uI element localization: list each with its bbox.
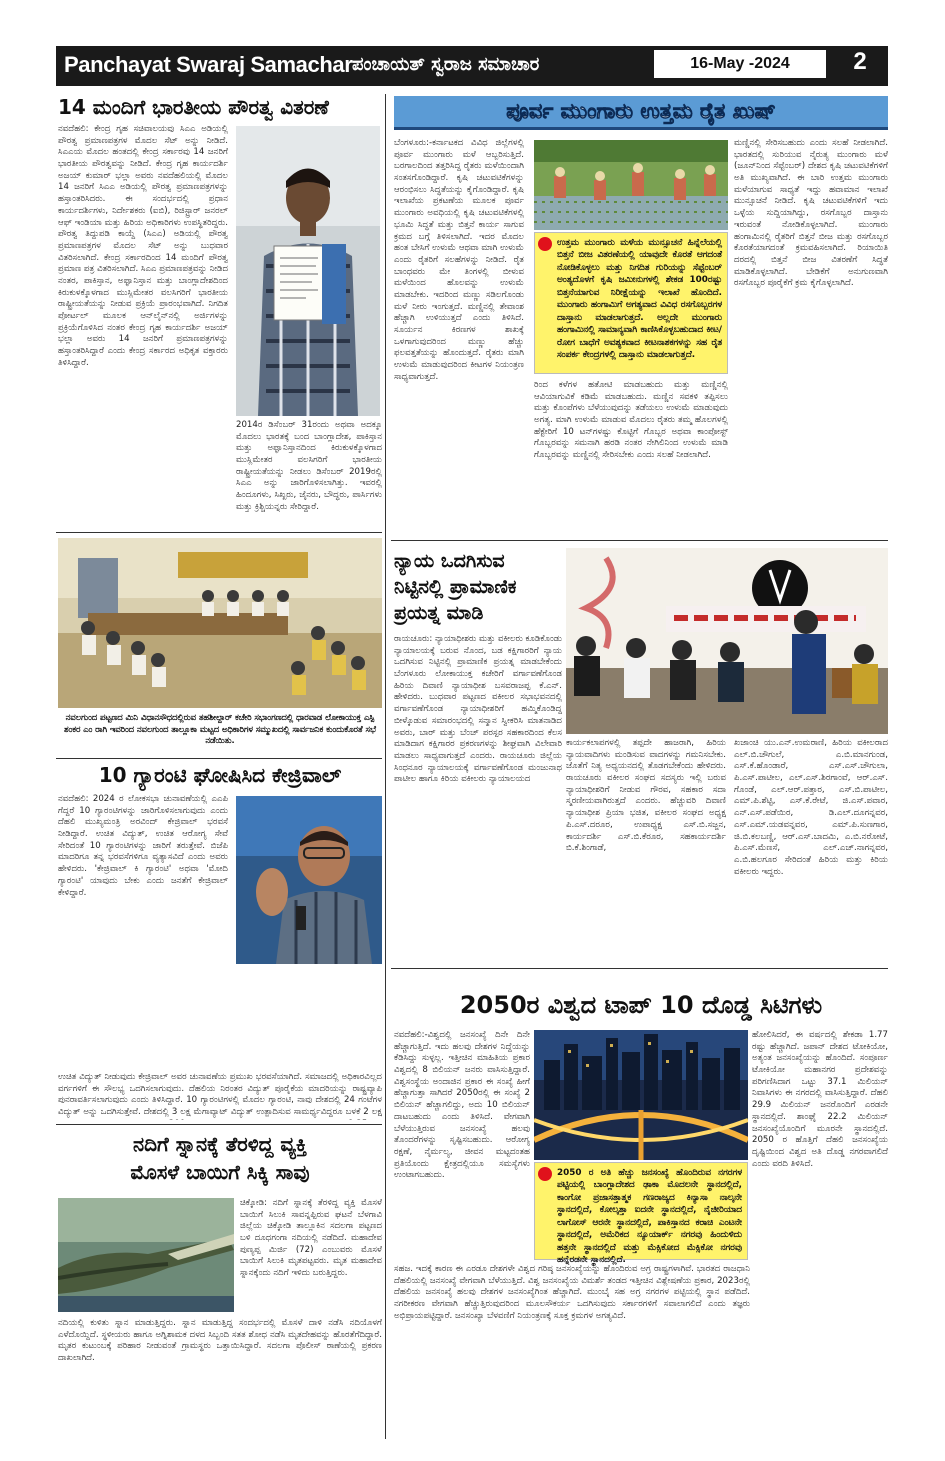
masthead-title-kannada: ಪಂಚಾಯತ್ ಸ್ವರಾಜ ಸಮಾಚಾರ — [352, 54, 540, 75]
section-divider — [56, 532, 382, 533]
kejriwal-body: ನವದೆಹಲಿ: 2024 ರ ಲೋಕಸಭಾ ಚುನಾವಣೆಯಲ್ಲಿ ಎಎಪಿ ಗೆದ್ದರೆ 10 ಗ್ಯಾರಂಟಿಗಳನ್ನು ಜಾರಿಗೊಳಿಸಲಾಗುವುದು ಎಂದು ದೆಹಲಿ ಮುಖ್ಯಮಂತ್ರಿ ಅರವಿಂದ್ ಕೇಜ್ರಿವಾಲ್ ಭರವಸೆ ನೀಡಿದ್ದಾರೆ. ಉಚಿತ ವಿದ್ಯುತ್, ಉಚಿತ ಆರೋಗ್ಯ ಸೇವೆ ಸೇರಿದಂತೆ 10 ಗ್ಯಾರಂಟಿಗಳನ್ನು ಜಾರಿಗೆ ತರುತ್ತೇವೆ. ಬಿಜೆಪಿ ಮಾದರಿಗೂ ತನ್ನ ಭರವಸೆಗಳಿಗೂ ವ್ಯತ್ಯಾಸವಿದೆ ಎಂದು ಅವರು ಹೇಳಿದರು. 'ಕೇಜ್ರಿವಾಲ್ ಕಿ ಗ್ಯಾರಂಟಿ' ಅಥವಾ 'ಮೋದಿ ಗ್ಯಾರಂಟಿ' ಯಾವುದು ಬೇಕು ಎಂದು ಜನತೆಗೆ ಕೇಜ್ರಿವಾಲ್ ಕೇಳಿದ್ದಾರೆ. — [58, 794, 228, 898]
section-divider — [391, 968, 888, 969]
page-number: 2 — [853, 48, 867, 75]
monsoon-banner — [394, 96, 888, 130]
monsoon-column-3: ಮಣ್ಣಿನಲ್ಲಿ ಸೇರಿಸಬಹುದು ಎಂದು ಸಲಹೆ ನೀಡಲಾಗಿದೆ. ಭಾರತದಲ್ಲಿ ಸುರಿಯುವ ನೈರುತ್ಯ ಮುಂಗಾರು ಮಳೆ (ಜೂನ್‌ನಿಂದ ಸೆಪ್ಟೆಂಬರ್) ದೇಶದ ಕೃಷಿ ಚಟುವಟಿಕೆಗಳಿಗೆ ಅತಿ ಮುಖ್ಯವಾಗಿದೆ. ಈ ಬಾರಿ ಉತ್ತಮ ಮುಂಗಾರು ಮಳೆಯಾಗುವ ಸಾಧ್ಯತೆ ಇದ್ದು ಹವಾಮಾನ ಇಲಾಖೆ ಮುನ್ಸೂಚನೆ ನೀಡಿದೆ. ಕೃಷಿ ಚಟುವಟಿಕೆಗಳಿಗೆ ಇದು ಒಳ್ಳೆಯ ಸುದ್ದಿಯಾಗಿದ್ದು, ರಸಗೊಬ್ಬರ ದಾಸ್ತಾನು ಇರುವಂತೆ ನೋಡಿಕೊಳ್ಳಲಾಗಿದೆ. ಮುಂಗಾರು ಹಂಗಾಮಿನಲ್ಲಿ ರೈತರಿಗೆ ಬಿತ್ತನೆ ಬೀಜ ಮತ್ತು ರಸಗೊಬ್ಬರ ಕೊರತೆಯಾಗದಂತೆ ಕ್ರಮವಹಿಸಲಾಗಿದೆ. ರಿಯಾಯಿತಿ ದರದಲ್ಲಿ ಬಿತ್ತನೆ ಬೀಜ ವಿತರಣೆಗೆ ಸಿದ್ಧತೆ ಮಾಡಿಕೊಳ್ಳಲಾಗಿದೆ. ಬೇಡಿಕೆಗೆ ಅನುಗುಣವಾಗಿ ರಸಗೊಬ್ಬರ ಪೂರೈಕೆಗೆ ಕ್ರಮ ಕೈಗೊಳ್ಳಲಾಗಿದೆ. — [734, 138, 888, 289]
citizenship-body-continued: 2014ರ ಡಿಸೆಂಬರ್ 31ರಂದು ಅಥವಾ ಅದಕ್ಕೂ ಮೊದಲು ಭಾರತಕ್ಕೆ ಬಂದ ಬಾಂಗ್ಲಾದೇಶ, ಪಾಕಿಸ್ತಾನ ಮತ್ತು ಅಫ್ಘಾನಿಸ್ತಾನದಿಂದ ಕಿರುಕುಳಕ್ಕೊಳಗಾದ ಮುಸ್ಲಿಮೇತರ ವಲಸಿಗರಿಗೆ ಭಾರತೀಯ ರಾಷ್ಟ್ರೀಯತೆಯನ್ನು ನೀಡಲು ಡಿಸೆಂಬರ್ 2019ರಲ್ಲಿ ಸಿಎಎ ಅನ್ನು ಜಾರಿಗೊಳಿಸಲಾಗಿತ್ತು. ಇವರಲ್ಲಿ ಹಿಂದೂಗಳು, ಸಿಖ್ಖರು, ಜೈನರು, ಬೌದ್ಧರು, ಪಾರ್ಸಿಗಳು ಮತ್ತು ಕ್ರಿಶ್ಚಿಯನ್ನರು ಸೇರಿದ್ದಾರೆ. — [236, 420, 382, 512]
crocodile-body-continued: ನದಿಯಲ್ಲಿ ಕುಳಿತು ಸ್ನಾನ ಮಾಡುತ್ತಿದ್ದರು. ಸ್ನಾನ ಮಾಡುತ್ತಿದ್ದ ಸಂದರ್ಭದಲ್ಲಿ ಮೊಸಳೆ ದಾಳಿ ನಡೆಸಿ ನದಿಯೊಳಗೆ ಎಳೆದೊಯ್ದಿದೆ. ಸ್ಥಳೀಯರು ಹಾಗೂ ಅಗ್ನಿಶಾಮಕ ದಳದ ಸಿಬ್ಬಂದಿ ಸತತ ಶೋಧ ನಡೆಸಿ ಮೃತದೇಹವನ್ನು ಹೊರತೆಗೆದಿದ್ದಾರೆ. ಮೃತರ ಕುಟುಂಬಕ್ಕೆ ಪರಿಹಾರ ನೀಡುವಂತೆ ಗ್ರಾಮಸ್ಥರು ಒತ್ತಾಯಿಸಿದ್ದಾರೆ. ಸದಲಗಾ ಪೊಲೀಸ್ ಠಾಣೆಯಲ್ಲಿ ಪ್ರಕರಣ ದಾಖಲಾಗಿದೆ. — [58, 1318, 382, 1364]
justice-column-3: ಖಜಾಂಚಿ ಯು.ಎನ್.ಉಮರಾಣಿ, ಹಿರಿಯ ವಕೀಲರಾದ ಎಲ್.ಬಿ.ಚೌಗುಲೆ, ಎ.ಬಿ.ಮಾನಗುಂಡ, ಎಸ್.ಕೆ.ಹೊಂಡಾರೆ, ಎಸ್.ಎಸ್.ಚೌಗುಲಾ, ಪಿ.ಎಸ್.ಪಾಟೀಲ, ಎಲ್.ಎಸ್.ಶಿರಗಾಂವೆ, ಆರ್.ಎಸ್. ಗೊಂಡೆ, ಎಲ್.ಆರ್.ಪತ್ತಾರ, ಎಸ್.ಬಿ.ಪಾಟೀಲ, ಎಮ್.ಪಿ.ಶೆಟ್ಟಿ, ಎಸ್.ಕೆ.ರೇಟೆ, ಜಿ.ಎಸ್.ಪವಾರ, ಎನ್.ಎಸ್.ಪಡೆಯಿರ, ಡಿ.ಎಲ್.ದೂಗನ್ನವರ, ಎಸ್.ಎಮ್.ಯಡವನ್ನವರ, ಎಮ್.ಪಿ.ಸುಣಗಾರ, ಜಿ.ಬಿ.ಕಲಬಣ್ಣಿ, ಆರ್.ಎಸ್.ಬಾದಮಿ, ಎ.ಬಿ.ನರೋಟೆ, ಪಿ.ಎಸ್.ಮೆಣಸೆ, ಎಲ್.ಎಚ್.ನಾಗನ್ನವರ, ಎ.ಬಿ.ಹಲಗೂರ ಸೇರಿದಂತೆ ಹಿರಿಯ ಮತ್ತು ಕಿರಿಯ ವಕೀಲರು ಇದ್ದರು. — [734, 738, 888, 877]
column-divider — [385, 94, 386, 1439]
cities-callout — [534, 1162, 748, 1266]
masthead-title: Panchayat Swaraj Samachar — [64, 52, 353, 77]
cities-callout-text: 2050 ರ ಅತಿ ಹೆಚ್ಚು ಜನಸಂಖ್ಯೆ ಹೊಂದಿರುವ ನಗರಗಳ ಪಟ್ಟಿಯಲ್ಲಿ ಬಾಂಗ್ಲಾದೇಶದ ಢಾಕಾ ಮೊದಲನೇ ಸ್ಥಾನದಲ್ಲಿದೆ, ಕಾಂಗೋ ಪ್ರಜಾಸತ್ತಾತ್ಮಕ ಗಣರಾಜ್ಯದ ಕಿನ್ಯಾಸಾ ನಾಲ್ಕನೇ ಸ್ಥಾನದಲ್ಲಿದೆ, ಕೋಲ್ಕತ್ತಾ ಐದನೇ ಸ್ಥಾನದಲ್ಲಿದೆ, ನೈಜೀರಿಯಾದ ಲಾಗೋಸ್ ಆರನೇ ಸ್ಥಾನದಲ್ಲಿದೆ, ಪಾಕಿಸ್ತಾನದ ಕರಾಚಿ ಎಂಟನೇ ಸ್ಥಾನದಲ್ಲಿದೆ, ಅಮೆರಿಕದ ನ್ಯೂಯಾರ್ಕ್ ನಗರವು ಹಿಂದುಳಿದು ಹತ್ತನೇ ಸ್ಥಾನದಲ್ಲಿದೆ ಮತ್ತು ಮೆಕ್ಸಿಕೋದ ಮೆಕ್ಸಿಕೋ ನಗರವು ಹನ್ನೆರಡನೇ ಸ್ಥಾನದಲ್ಲಿದೆ. — [557, 1168, 742, 1266]
justice-headline — [394, 548, 564, 626]
city-skyline-photo — [534, 1030, 748, 1160]
section-divider — [56, 758, 382, 759]
monsoon-column-1: ಬೆಂಗಳೂರು:-ಕರ್ನಾಟಕದ ವಿವಿಧ ಜಿಲ್ಲೆಗಳಲ್ಲಿ ಪೂರ್ವ ಮುಂಗಾರು ಮಳೆ ಆಬ್ಬರಿಸುತ್ತಿದೆ. ಬರಗಾಲದಿಂದ ತತ್ತರಿಸಿದ್ದ ರೈತರು ಮಳೆಯಿಂದಾಗಿ ಸಂತಸಗೊಂಡಿದ್ದಾರೆ. ಕೃಷಿ ಚಟುವಟಿಕೆಗಳನ್ನು ಆರಂಭಿಸಲು ಸಿದ್ಧತೆಯನ್ನು ಕೈಗೊಂಡಿದ್ದಾರೆ. ಕೃಷಿ ಇಲಾಖೆಯ ಪ್ರಕಟಣೆಯ ಮೂಲಕ ಪೂರ್ವ ಮುಂಗಾರು ಅವಧಿಯಲ್ಲಿ ಕೃಷಿ ಚಟುವಟಿಕೆಗಳಲ್ಲಿ ಭೂಮಿ ಸಿದ್ಧತೆ ಮತ್ತು ಬಿತ್ತನೆ ಕಾರ್ಯ ಸಾಗುವ ಕ್ರಮದ ಬಗ್ಗೆ ತಿಳಿಸಲಾಗಿದೆ. ಇದರ ಮೊದಲ ಹಂತ ಬೇಸಿಗೆ ಉಳುಮೆ ಆಥವಾ ಮಾಗಿ ಉಳುಮೆ ಎಂದು ರೈತರಿಗೆ ಸಲಹೆಗಳನ್ನು ನೀಡಿದೆ. ರೈತ ಬಾಂಧವರು ಮೇ ತಿಂಗಳಲ್ಲಿ ಬೀಳುವ ಮಳೆಯಿಂದ ಹೊಲವನ್ನು ಉಳುಮೆ ಮಾಡಬೇಕು. ಇದರಿಂದ ಮಣ್ಣು ಸಡಿಲಗೊಂಡು ಮಳೆ ನೀರು ಇಂಗುತ್ತದೆ. ಮಣ್ಣಿನಲ್ಲಿ ತೇವಾಂಶ ಹೆಚ್ಚಾಗಿ ಉಳಿಯುತ್ತದೆ ಎಂದು ತಿಳಿಸಿದೆ. ಸೂರ್ಯನ ಕಿರಣಗಳ ಶಾಖಕ್ಕೆ ಒಳಗಾಗುವುದರಿಂದ ಮಣ್ಣು ಹೆಚ್ಚು ಫಲವತ್ತತೆಯನ್ನು ಹೊಂದುತ್ತದೆ. ರೈತರು ಮಾಗಿ ಉಳುಮೆ ಮಾಡುವುದರಿಂದ ಕೀಟಗಳ ನಿಯಂತ್ರಣ ಸಾಧ್ಯವಾಗುತ್ತದೆ. — [394, 138, 524, 382]
crocodile-photo — [58, 1198, 234, 1312]
bullet-icon — [538, 237, 552, 251]
justice-headline-line1: ನ್ಯಾಯ ಒದಗಿಸುವ — [394, 550, 505, 572]
monsoon-callout — [534, 232, 728, 374]
citizenship-paragraph: ನಿಗದಿತ ಪೋರ್ಟಲ್ ಮೂಲಕ ಆನ್‌ಲೈನ್‌ನಲ್ಲಿ ಅರ್ಜಿಗಳನ್ನು ಪ್ರಕ್ರಿಯೆಗೊಳಿಸಿದ ನಂತರ ಕೇಂದ್ರ ಗೃಹ ಕಾರ್ಯದರ್ಶಿ ಅಜಯ್ ಭಲ್ಲಾ ಅವರು 14 ಜನರಿಗೆ ಪ್ರಮಾಣಪತ್ರಗಳನ್ನು ಹಸ್ತಾಂತರಿಸಿದ್ದಾರೆ ಎಂದು ಕೇಂದ್ರ ಸರ್ಕಾರದ ಅಧಿಕೃತ ವಕ್ತಾರರು ತಿಳಿಸಿದ್ದಾರೆ. — [58, 299, 228, 368]
crocodile-headline — [58, 1130, 382, 1186]
citizenship-paragraph: ನವದೆಹಲಿ: ಕೇಂದ್ರ ಗೃಹ ಸಚಿವಾಲಯವು ಸಿಎಎ ಅಡಿಯಲ್ಲಿ ಪೌರತ್ವ ಪ್ರಮಾಣಪತ್ರಗಳ ಮೊದಲ ಸೆಟ್ ಅನ್ನು ನೀಡಿದೆ. ಸಿಎಎಯ ಮೊದಲ ಹಂತದಲ್ಲಿ ಕೇಂದ್ರ ಸರ್ಕಾರವು 14 ಜನರಿಗೆ ಭಾರತೀಯ ಪೌರತ್ವವನ್ನು ನೀಡಿದೆ. ಕೇಂದ್ರ ಗೃಹ ಕಾರ್ಯದರ್ಶಿ ಅಜಯ್ ಕುಮಾರ್ ಭಲ್ಲಾ ಅವರು ನವದೆಹಲಿಯಲ್ಲಿ ಮೊದಲ 14 ಜನರಿಗೆ ಸಿಎಎ ಅಡಿಯಲ್ಲಿ ಪೌರತ್ವ ಪ್ರಮಾಣಪತ್ರಗಳನ್ನು ಹಸ್ತಾಂತರಿಸಿದರು. ಈ ಸಂದರ್ಭದಲ್ಲಿ ಪ್ರಧಾನ ಕಾರ್ಯದರ್ಶಿಗಳು, ನಿರ್ದೇಶಕರು (ಐಬಿ), ರಿಜಿಸ್ಟ್ರಾರ್ ಜನರಲ್ ಆಫ್ ಇಂಡಿಯಾ ಮತ್ತು ಹಿರಿಯ ಅಧಿಕಾರಿಗಳು ಉಪಸ್ಥಿತರಿದ್ದರು. ಪೌರತ್ವ ತಿದ್ದುಪಡಿ ಕಾಯ್ದೆ (ಸಿಎಎ) ಅಡಿಯಲ್ಲಿ ಪೌರತ್ವ ಪ್ರಮಾಣಪತ್ರಗಳ ಮೊದಲ ಸೆಟ್ ಅನ್ನು ಬುಧವಾರ ವಿತರಿಸಲಾಗಿದೆ. ಕೇಂದ್ರ ಸರ್ಕಾರದಿಂದ 14 ಮಂದಿಗೆ ಪೌರತ್ವ ಪ್ರಮಾಣ ಪತ್ರ ವಿತರಿಸಲಾಗಿದೆ. ಸಿಎಎ ಪ್ರಮಾಣಪತ್ರವನ್ನು ನೀಡಿದ ನಂತರ, ಪಾಕಿಸ್ತಾನ, ಅಫ್ಘಾನಿಸ್ತಾನ ಮತ್ತು ಬಾಂಗ್ಲಾದೇಶದಿಂದ ಕಿರುಕುಳಕ್ಕೊಳಗಾದ ಮುಸ್ಲಿಮೇತರ ವಲಸಿಗರಿಗೆ ಭಾರತೀಯ ರಾಷ್ಟ್ರೀಯತೆಯನ್ನು ನೀಡುವ ಪ್ರಕ್ರಿಯೆ ಪ್ರಾರಂಭವಾಗಿದೆ. — [58, 124, 228, 310]
section-divider — [391, 540, 888, 541]
crocodile-body: ಚಿಕ್ಕೋಡಿ: ನದಿಗೆ ಸ್ನಾನಕ್ಕೆ ತೆರಳಿದ್ದ ವ್ಯಕ್ತಿ ಮೊಸಳೆ ಬಾಯಿಗೆ ಸಿಲುಕಿ ಸಾವನ್ನಪ್ಪಿರುವ ಘಟನೆ ಬೆಳಗಾವಿ ಜಿಲ್ಲೆಯ ಚಿಕ್ಕೋಡಿ ತಾಲ್ಲೂಕಿನ ಸದಲಗಾ ಪಟ್ಟಣದ ಬಳಿ ದೂಧಗಂಗಾ ನದಿಯಲ್ಲಿ ನಡೆದಿದೆ. ಮಹಾದೇವ ಪುಣ್ಯಪ್ಪ ಮಿರ್ಜಿ (72) ಎಂಬುವರು ಮೊಸಳೆ ಬಾಯಿಗೆ ಸಿಲುಕಿ ಮೃತಪಟ್ಟವರು. ಮೃತ ಮಹಾದೇವ ಸ್ನಾನಕ್ಕೆಂದು ನದಿಗೆ ಇಳಿದು ಬರುತ್ತಿದ್ದರು. — [240, 1198, 382, 1279]
citizenship-headline: 14 ಮಂದಿಗೆ ಭಾರತೀಯ ಪೌರತ್ವ ವಿತರಣೆ — [58, 95, 329, 119]
monsoon-column-2: ರಿಂದ ಕಳೆಗಳ ಹತೋಟಿ ಮಾಡಬಹುದು ಮತ್ತು ಮಣ್ಣಿನಲ್ಲಿ ಆವಿಯಾಗುವಿಕೆ ಕಡಿಮೆ ಮಾಡಬಹುದು. ಮಣ್ಣಿನ ಸವಕಳಿ ತಪ್ಪಿಸಲು ಮತ್ತು ಕೊಂಪೆಗಳು ಬೆಳೆಯುವುದನ್ನು ತಡೆಯಲು ಉಳುಮೆ ಮಾಡುವುದು ಅಗತ್ಯ. ಮಾಗಿ ಉಳುಮೆ ಮಾಡುವ ಮೊದಲು ರೈತರು ತಮ್ಮ ಹೊಲಗಳಲ್ಲಿ ಹೆಕ್ಟೇರಿಗೆ 10 ಟನ್‌ಗಳಷ್ಟು ಕೊಟ್ಟಿಗೆ ಗೊಬ್ಬರ ಅಥವಾ ಕಾಂಪೋಸ್ಟ್ ಗೊಬ್ಬರವನ್ನು ಸಮನಾಗಿ ಹರಡಿ ನಂತರ ನೇಗಿಲಿನಿಂದ ಉಳುಮೆ ಮಾಡಿ ಗೊಬ್ಬರವನ್ನು ಮಣ್ಣಿನಲ್ಲಿ ಸೇರಿಸಬೇಕು ಎಂದು ಸಲಹೆ ನೀಡಲಾಗಿದೆ. — [534, 380, 728, 461]
monsoon-callout-text: ಉತ್ತಮ ಮುಂಗಾರು ಮಳೆಯ ಮುನ್ಸೂಚನೆ ಹಿನ್ನೆಲೆಯಲ್ಲಿ ಬಿತ್ತನೆ ಬೀಜ ವಿತರಣೆಯಲ್ಲಿ ಯಾವುದೇ ಕೊರತೆ ಆಗದಂತೆ ನೋಡಿಕೊಳ್ಳಲು ಮತ್ತು ನಿಗದಿತ ಗುರಿಯನ್ನು ಸೆಪ್ಟೆಂಬರ್ ಅಂತ್ಯದೊಳಗೆ ಕೃಷಿ ಜಮೀನುಗಳಲ್ಲಿ ಶೇಕಡ 100ರಷ್ಟು ಬಿತ್ತನೆಯಾಗುವ ನಿರೀಕ್ಷೆಯನ್ನು ಇಲಾಖೆ ಹೊಂದಿದೆ. ಮುಂಗಾರು ಹಂಗಾಮಿಗೆ ಅಗತ್ಯವಾದ ವಿವಿಧ ರಸಗೊಬ್ಬರಗಳ ದಾಸ್ತಾನು ಮಾಡಲಾಗುತ್ತದೆ. ಅಲ್ಲದೇ ಮುಂಗಾರು ಹಂಗಾಮಿನಲ್ಲಿ ಸಾಮಾನ್ಯವಾಗಿ ಕಾಣಿಸಿಕೊಳ್ಳಬಹುದಾದ ಕೀಟ/ರೋಗ ಬಾಧೆಗೆ ಅವಶ್ಯಕವಾದ ಕೀಟನಾಶಕಗಳನ್ನು ಸಹ ರೈತ ಸಂಪರ್ಕ ಕೇಂದ್ರಗಳಲ್ಲಿ ದಾಸ್ತಾನು ಮಾಡಲಾಗುತ್ತದೆ. — [557, 238, 722, 361]
citizenship-body — [58, 124, 228, 528]
justice-column-2: ಕಾರ್ಯಕಲಾಪಗಳಲ್ಲಿ ತಪ್ಪದೇ ಹಾಜರಾಗಿ, ಹಿರಿಯ ನ್ಯಾಯವಾದಿಗಳು ಮಂಡಿಸುವ ವಾದಗಳನ್ನು ಗಮನಿಸಬೇಕು. ಜೊತೆಗೆ ನಿತ್ಯ ಅಧ್ಯಯನದಲ್ಲಿ ತೊಡಗಬೇಕೆಂದು ಹೇಳಿದರು. ರಾಯಚೂರು ವಕೀಲರ ಸಂಘದ ಸದಸ್ಯರು ಇಲ್ಲಿ ಬರುವ ನ್ಯಾಯಾಧೀಶರಿಗೆ ನೀಡುವ ಗೌರವ, ಸಹಕಾರ ಸದಾ ಸ್ಮರಣೀಯವಾಗಿರುತ್ತದೆ ಎಂದರು. ಹೆಚ್ಚುವರಿ ದಿವಾಣಿ ನ್ಯಾಯಾಧೀಶ ಪ್ರಿಯಾ ಭಜಿತ, ವಕೀಲರ ಸಂಘದ ಅಧ್ಯಕ್ಷ ಪಿ.ಎಸ್.ದರೂರ, ಉಪಾಧ್ಯಕ್ಷ ಎಸ್.ಬಿ.ಸಜ್ಜನ, ಕಾರ್ಯದರ್ಶಿ ಎಸ್.ಬಿ.ಕೆರೂರ, ಸಹಕಾರ್ಯದರ್ಶಿ ಬಿ.ಕೆ.ಶಿಂಗಾಡೆ, — [566, 738, 726, 854]
issue-date: 16-May -2024 — [654, 50, 826, 78]
cities-column-3: ಹೋಲಿಸಿದರೆ, ಈ ವರ್ಷದಲ್ಲಿ ಶೇಕಡಾ 1.77 ರಷ್ಟು ಹೆಚ್ಚಾಗಿದೆ. ಜಪಾನ್ ದೇಶದ ಟೋಕಿಯೋ, ಅತ್ಯಂತ ಜನಸಂಖ್ಯೆಯನ್ನು ಹೊಂದಿದೆ. ಸಂಪೂರ್ಣ ಟೋಕಿಯೋ ಮಹಾನಗರ ಪ್ರದೇಶವನ್ನು ಪರಿಗಣಿಸಿದಾಗ ಒಟ್ಟು 37.1 ಮಿಲಿಯನ್ ನಿವಾಸಿಗಳು ಈ ನಗರದಲ್ಲಿ ವಾಸಿಸುತ್ತಿದ್ದಾರೆ. ದೆಹಲಿ 29.9 ಮಿಲಿಯನ್ ಜನರೊಂದಿಗೆ ಎರಡನೇ ಸ್ಥಾನದಲ್ಲಿದೆ. ಶಾಂಘೈ 22.2 ಮಿಲಿಯನ್ ಜನಸಂಖ್ಯೆಯೊಂದಿಗೆ ಮೂರನೇ ಸ್ಥಾನದಲ್ಲಿದೆ. 2050 ರ ಹೊತ್ತಿಗೆ ದೆಹಲಿ ಜನಸಂಖ್ಯೆಯ ದೃಷ್ಟಿಯಿಂದ ವಿಶ್ವದ ಅತಿ ದೊಡ್ಡ ನಗರವಾಗಲಿದೆ ಎಂದು ವರದಿ ತಿಳಿಸಿದೆ. — [752, 1030, 888, 1169]
kejriwal-headline: 10 ಗ್ಯಾರಂಟಿ ಘೋಷಿಸಿದ ಕೇಜ್ರಿವಾಲ್ — [98, 763, 342, 787]
kejriwal-body-continued: ಉಚಿತ ವಿದ್ಯುತ್ ನೀಡುವುದು ಕೇಜ್ರಿವಾಲ್ ಅವರ ಚುನಾವಣೆಯ ಪ್ರಮುಖ ಭರವಸೆಯಾಗಿದೆ. ಸಮಾಜದಲ್ಲಿ ಅಧಿಕಾರವಿಲ್ಲದ ವರ್ಗಗಳಿಗೆ ಈ ಸೌಲಭ್ಯ ಒದಗಿಸಲಾಗುವುದು. ದೆಹಲಿಯ ನಿರಂತರ ವಿದ್ಯುತ್ ಪೂರೈಕೆಯ ಮಾದರಿಯನ್ನು ರಾಷ್ಟ್ರವ್ಯಾಪಿ ಪುನರಾವರ್ತಿಸಲಾಗುವುದು ಎಂದು ತಿಳಿಸಿದ್ದಾರೆ. 10 ಗ್ಯಾರಂಟಿಗಳಲ್ಲಿ ಮೊದಲ ಗ್ಯಾರಂಟಿ, ನಾವು ದೇಶದಲ್ಲಿ 24 ಗಂಟೆಗಳ ವಿದ್ಯುತ್ ಅನ್ನು ಒದಗಿಸುತ್ತೇವೆ. ದೇಶದಲ್ಲಿ 3 ಲಕ್ಷ ಮೆಗಾವ್ಯಾಟ್ ವಿದ್ಯುತ್ ಉತ್ಪಾದಿಸುವ ಸಾಮರ್ಥ್ಯವಿದ್ದರೂ ಬಳಕೆ 2 ಲಕ್ಷ — [58, 1072, 382, 1118]
crocodile-headline-line2: ಮೊಸಳೆ ಬಾಯಿಗೆ ಸಿಕ್ಕಿ ಸಾವು — [130, 1160, 310, 1184]
kejriwal-photo — [236, 796, 382, 964]
crocodile-headline-line1: ನದಿಗೆ ಸ್ನಾನಕ್ಕೆ ತೆರಳಿದ್ದ ವ್ಯಕ್ತಿ — [132, 1132, 308, 1156]
justice-headline-line2: ನಿಟ್ಟಿನಲ್ಲಿ ಪ್ರಾಮಾಣಿಕ — [394, 576, 517, 598]
section-divider — [56, 1124, 382, 1125]
meeting-photo — [58, 538, 382, 708]
bullet-icon — [538, 1167, 552, 1181]
monsoon-headline: ಪೂರ್ವ ಮುಂಗಾರು ಉತ್ತಮ ರೈತ ಖುಷ್ — [506, 99, 776, 123]
lawyers-event-photo — [566, 548, 888, 734]
rice-field-photo — [534, 140, 728, 230]
justice-column-1: ರಾಯಚೂರು: ನ್ಯಾಯಾಧೀಶರು ಮತ್ತು ವಕೀಲರು ಕೂಡಿಕೊಂಡು ನ್ಯಾಯಾಲಯಕ್ಕೆ ಬರುವ ನೊಂದ, ಬಡ ಕಕ್ಷಿಗಾರರಿಗೆ ನ್ಯಾಯ ಒದಗಿಸುವ ನಿಟ್ಟಿನಲ್ಲಿ ಪ್ರಾಮಾಣಿಕ ಪ್ರಯತ್ನ ಮಾಡಬೇಕೆಂದು ಬೆಂಗಳೂರು ಲೋಕಾಯುಕ್ತ ಕಚೇರಿಗೆ ವರ್ಗಾವಣೆಗೊಂಡ ಹಿರಿಯ ದಿವಾಣಿ ನ್ಯಾಯಾಧೀಶ ಬಸವರಾಜಪ್ಪ ಕೆ.ಎನ್. ಹೇಳಿದರು. ಬುಧವಾರ ಪಟ್ಟಣದ ವಕೀಲರ ಸಭಾಭವನದಲ್ಲಿ ವರ್ಗಾವಣೆಗೊಂಡ ನ್ಯಾಯಾಧೀಶರಿಗೆ ಹಮ್ಮಿಕೊಂಡಿದ್ದ ಬೀಳ್ಕೊಡುವ ಸಮಾರಂಭದಲ್ಲಿ ಸನ್ಮಾನ ಸ್ವೀಕರಿಸಿ ಮಾತನಾಡಿದ ಅವರು, ಬಾರ್ ಮತ್ತು ಬೆಂಚ್ ಪರಸ್ಪರ ಸಹಕಾರದಿಂದ ಕೆಲಸ ಮಾಡಿದಾಗ ಕಕ್ಷಿಗಾರರ ಪ್ರಕರಣಗಳನ್ನು ಶೀಘ್ರವಾಗಿ ವಿಲೇವಾರಿ ಮಾಡಲು ಸಾಧ್ಯವಾಗುತ್ತದೆ ಎಂದರು. ರಾಯಚೂರು ಜಿಲ್ಲೆಯ ಸಿಂಧನೂರ ನ್ಯಾಯಾಲಯಕ್ಕೆ ವರ್ಗಾವಣೆಗೊಂಡ ಮಂಜುನಾಥ ಪಾಟೀಲ ಹಾಗೂ ಕಿರಿಯ ವಕೀಲರು ನ್ಯಾಯಾಲಯದ — [394, 634, 562, 785]
cities-column-1: ನವದೆಹಲಿ:-ವಿಶ್ವದಲ್ಲಿ ಜನಸಂಖ್ಯೆ ದಿನೇ ದಿನೇ ಹೆಚ್ಚಾಗುತ್ತಿದೆ. ಇದು ಹಲವು ದೇಶಗಳ ನಿದ್ದೆಯನ್ನು ಕೆಡಿಸಿದ್ದು ಸುಳ್ಳಲ್ಲ. ಇತ್ತೀಚಿನ ಮಾಹಿತಿಯ ಪ್ರಕಾರ ವಿಶ್ವದಲ್ಲಿ 8 ಬಿಲಿಯನ್ ಜನರು ವಾಸಿಸುತ್ತಿದ್ದಾರೆ. ವಿಶ್ವಸಂಸ್ಥೆಯ ಅಂದಾಜಿನ ಪ್ರಕಾರ ಈ ಸಂಖ್ಯೆ ಹೀಗೆ ಹೆಚ್ಚಾಗುತ್ತಾ ಸಾಗಿದರೆ 2050ರಲ್ಲಿ ಈ ಸಂಖ್ಯೆ 2 ಬಿಲಿಯನ್ ಹೆಚ್ಚಾಗಲಿದ್ದು, ಅದು 10 ಬಿಲಿಯನ್ ದಾಟಬಹುದು ಎಂದು ತಿಳಿಸಿದೆ. ವೇಗವಾಗಿ ಬೆಳೆಯುತ್ತಿರುವ ಜನಸಂಖ್ಯೆ ಹಲವು ತೊಂದರೆಗಳನ್ನು ಸೃಷ್ಟಿಸಬಹುದು. ಆರೋಗ್ಯ ರಕ್ಷಣೆ, ನೈರ್ಮಲ್ಯ, ಜೀವನ ಮಟ್ಟದಂತಹ ಪ್ರತಿಯೊಂದು ಕ್ಷೇತ್ರದಲ್ಲಿಯೂ ಸಮಸ್ಯೆಗಳು ಉಂಟಾಗಬಹುದು. — [394, 1030, 530, 1181]
justice-headline-line3: ಪ್ರಯತ್ನ ಮಾಡಿ — [394, 602, 484, 624]
citizenship-photo — [236, 126, 380, 416]
cities-body-bottom: ಸಹಜ. ಇದಕ್ಕೆ ಕಾರಣ ಈ ಎರಡೂ ದೇಶಗಳೇ ವಿಶ್ವದ ಗರಿಷ್ಠ ಜನಸಂಖ್ಯೆಯನ್ನು ಹೊಂದಿರುವ ಅಗ್ರ ರಾಷ್ಟ್ರಗಳಾಗಿವೆ. ಭಾರತದ ರಾಜಧಾನಿ ದೆಹಲಿಯಲ್ಲಿ ಜನಸಂಖ್ಯೆ ವೇಗವಾಗಿ ಬೆಳೆಯುತ್ತಿದೆ. ವಿಶ್ವ ಜನಸಂಖ್ಯೆಯ ವಿಮರ್ಶೆ ತಂಡದ ಇತ್ತೀಚಿನ ವಿಶ್ಲೇಷಣೆಯ ಪ್ರಕಾರ, 2023ರಲ್ಲಿ ದೆಹಲಿಯ ಜನಸಂಖ್ಯೆ ಹಲವು ದೇಶಗಳ ಜನಸಂಖ್ಯೆಗಿಂತ ಹೆಚ್ಚಾಗಿದೆ. ಮುಂಬೈ ಸಹ ಅಗ್ರ ನಗರಗಳ ಪಟ್ಟಿಯಲ್ಲಿ ಸ್ಥಾನ ಪಡೆದಿದೆ. ನಗರೀಕರಣ ವೇಗವಾಗಿ ಹೆಚ್ಚುತ್ತಿರುವುದರಿಂದ ಮೂಲಸೌಕರ್ಯ ಒದಗಿಸುವುದು ಸರ್ಕಾರಗಳಿಗೆ ಸವಾಲಾಗಲಿದೆ ಎಂದು ತಜ್ಞರು ಅಭಿಪ್ರಾಯಪಟ್ಟಿದ್ದಾರೆ. ಜನಸಂಖ್ಯಾ ಬೆಳವಣಿಗೆ ನಿಯಂತ್ರಣಕ್ಕೆ ಸೂಕ್ತ ಕ್ರಮಗಳ ಅಗತ್ಯವಿದೆ. — [394, 1264, 750, 1321]
meeting-photo-caption: ನವಲಗುಂದ ಪಟ್ಟಣದ ಮಿನಿ ವಿಧಾನಸೌಧದಲ್ಲಿರುವ ತಹಶೀಲ್ದಾರ್ ಕಚೇರಿ ಸಭಾಂಗಣದಲ್ಲಿ ಧಾರವಾಡ ಲೋಕಾಯುಕ್ತ ಎಸ್ಪಿ ಶಂಕರ ಎಂ ರಾಗಿ ಇವರಿಂದ ನವಲಗುಂದ ತಾಲ್ಲೂಕಾ ಮಟ್ಟದ ಅಧಿಕಾರಿಗಳ ಸಮ್ಮುಖದಲ್ಲಿ ಸಾರ್ವಜನಿಕ ಕುಂದುಕೊರತೆ ಸಭೆ ನಡೆಯಿತು. — [64, 712, 376, 746]
cities-headline: 2050ರ ವಿಶ್ವದ ಟಾಪ್ 10 ದೊಡ್ಡ ಸಿಟಿಗಳು — [459, 991, 823, 1019]
